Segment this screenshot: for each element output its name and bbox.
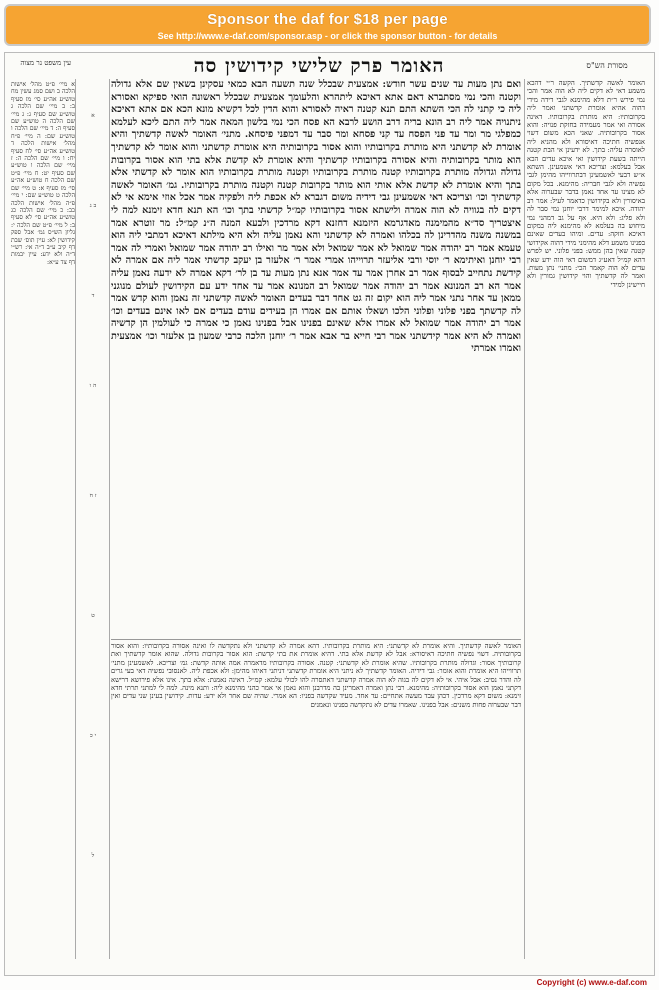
sponsor-subtitle: See http://www.e-daf.com/sponsor.asp - or click the sponsor button - for details	[157, 31, 498, 41]
margin-note: ה ו	[89, 383, 97, 389]
sponsor-banner-button[interactable]	[4, 4, 651, 46]
mesorat-hashas-header: מסורת הש"ס	[586, 61, 628, 70]
page-title: האומר פרק שלישי קידושין סה	[193, 55, 445, 77]
rashi-commentary: האומר לאשה קדשתיך. והיא אומרת לא קדשתני: היא מותרת בקרובותיו. דהא אמרה לא קדשתני ולא נתקדשה לו ואינה אסורה בקרובותיו: והוא אסור בקרובותיה. דשוי נפשיה חתיכה דאיסורא: אבל לא קדשת אלא בתי. דהיא אומרת את בתי קדשת: הוא אסור בקרובות גדולה. שהוא אומר קדשתיך ואת קרובותיך אסור: וגדולה מותרת בקרובותיו. שהיא אומרת לא קדשתני: קטנה. אסורה בקרובותיו מדאמרה אמה אותה קדשת: גמ׳ וצריכא. לאשמעינן מתני׳ תרווייהו היא אומרת והוא אומר: גבי דידיה. האומר קדשתיך לא ניתני היא אומרת קדשתני דניתני דאיהו מהימן: ולא אכפת ליה. לאנסובי נפשיה דאי בעי גרים לה והדר נסיב: אבל איהי. אי לא דקים לה בגוה לא הוה אמרה קדשתני דאתסרה להו לכולי עלמא: קמ״ל. דאינה נאמנת: אלא בתך. אינו אלא פירושא דרישא דקתני נאמן הוא אסור בקרובותיה: מהימנא. רבי נתן ואמרה דאמרינן בה מדרבנן והוא נאמן אי אמר כהני מהימנא ליה: ותנא מינה. למה לי למתני תרתי חדא זימנא: משום דקא מרדכין. דכהן עבד מעשה אתחיים: עד אחד. מעיד שקדשה בפניו: הא אמרי. שהיה שם אחר ולא ידע: עדות. קידושין בעינן שני עדים ואין דבר שבערוה פחות משנים: אבל בפנינו. שאמרו עדים לא נתקדשה בפנינו ונאמנים	[111, 639, 521, 957]
gemara-text: ואם נתן מעות עד שנים עשר חודש: אמצעית שבכלל שנה תשעה הבא כמאי עסקינן בשאין שם אלא גדולה וקטנה והכי נמי מסתברא דאם אתא דאיכא ליתהרא והלעומך אמצעית שבכלל ראשונה הואי ספיקא ואסורא ליה כי קתני לה הכי השתא התם תנא קטנה ראיה לאסורא והוא הדין לכל דקשיא מונא הכא אם אתא דאיכא ניתנויה אמר ליה רב הונא בריה דרב הושע לרבא הא פסח הכי נמי בלשון המאה אמר ליה התם ליכא לעלמא כמפלגי מר ומר עד פני הפסח עד קני פסחא ומר סבר עד דמפני פיסחא. מתני׳ האומר לאשה קדשתיך והיא אומרת לא קדשתני היא מותרת בקרובותיו והוא אסור בקרובותיה היא אומרת קדשתני והוא אומר לא קדשתיך הוא מותר בקרובותיה והיא אסורה בקרובותיו קדשתיך והיא אומרת לא קדשת אלא בתי הוא אסור בקרובות גדולה וגדולה מותרת בקרובותיו קטנה מותרת בקרובותיו וקטנה מותרת בקרובותיו הוא אומר לא קדשתי אלא בתך והיא אומרת לא קדשת אלא אותי הוא מותר בקרובות קטנה וקטנה מותרת בקרובותיו. גמ׳ האומר לאשה קדשתיך וכו׳ וצריכא דאי אשמעינן גבי דידיה משום דגברא לא אכפת ליה ולפקיה אמר אכל אוזי אימא אי לא דקים לה בגוויה לא הוה אמרה ולישתא אסור בקרובותיו קמ״ל קדשתי בתך וכו׳ הא תנא חדא זימנא למה לי איצטריך סד״א מהמימנה מאדגרמא היזמנא דחזנא דקא מרדכין ולבעא המנה ה״נ קמ״ל: מר זוטרא אמר במשנה משנה מהדרינן לה בכלהו ואמרה לא קדשתני והא נאמן עליה ולא היא מילתא דאיכא דמתבי ליה הוא טעמא אמר רב יהודה אמר שמואל לא אמר שמואל ולא אמר מר ואילו רב יהודה אמר שמואל ואמרי לה אמר רבי יוחנן ואיתימא ר׳ יוסי ורבי אליעזר תרוייהו אמרי אמר ר׳ אלעזר בן יעקב קדשתי אמר ליה אם אמרה לא קידשת נתחייב לבסוף אמר רב אחרן אמר עד אמר אנא נתן מעות עד בן לר׳ דקא אמרה לא ידעה נאמן עליה אמר הא רב המנונא אמר רב יהודה אמר שמואל רב המנונא אמר עד אחד ידע עם הקידושין לעולם מנוגני ממאן עד אחר נתני אמר ליה הוא יקום זה גט אחד דבר בעדים האומר לאשה קדשתני זה נאמן והוא קדש אמר לה קדשתך בפני פלוני ופלוני הלכו ושאלו אותם אם אמרו הן בעידים עודם בעדים אם לאו אינם בעדים וכו׳ אמר רב יהודה אמר שמואל לא אמרו אלא שאינם בפנינו אבל בפנינו נאמן כי אמרה כי לעולמין הן קדשיה ואמרה לא היא אמר קידשתני אמר רבי חייא בר אבא אמר ר׳ יוחנן הלכה כרבי שמעון בן אלעזר וכו׳ אמצעית ואמרו אמרתי	[111, 79, 521, 355]
margin-note: ב ג	[89, 203, 97, 209]
margin-note: ט	[91, 613, 95, 619]
margin-note: א	[91, 113, 95, 119]
ein-mishpat-header: עין משפט נר מצוה	[20, 59, 71, 67]
column-divider	[75, 79, 76, 959]
sponsor-title: Sponsor the daf for $18 per page	[207, 11, 448, 28]
talmud-page-scan	[4, 52, 655, 976]
column-divider	[524, 79, 525, 959]
column-divider	[109, 79, 110, 959]
margin-note: ד	[91, 293, 95, 299]
tosafot-commentary: האומר לאשה קדשתיך. הקשה ר״י דהכא משמע דאי לא דקים ליה לא הוה אמר והכי נמי פירש ר״ת דלא מהימנא לגבי דידה מידי דהוה אהיא אומרת קדשתני ואמר ליה בקרובותיו: היא מותרת בקרובותיו. דאינה אסורה ואי אמר מעמידה בחזקת פנויה: והוא אסור בקרובותיה. שאני הכא משום דשוי אנפשיה חתיכה דאיסורא ולא מהניא ליה לאוסרה עליה: בתך. לא ידעינן אי הבת קטנה הייתה בשעת קידושין ואי איכא עדים הכא אבל בעלמא: וצריכא דאי אשמעינן. השתא א״ש דבעי לאשמעינן דבתרווייהו מהימן לגבי נפשיה ולא לגבי חבריה: מהימנא. בכל מקום לא מצינו עד אחד נאמן בדבר שבערוה אלא באיסורין ולא בקידושין כדאמר לעיל: אמר רב יהודה. איכא למימר דרבי יוחנן נמי סבר לה ולא פליג: ולא היא. אף על גב דמהני נמי מיחוש בה בעלמא לא מהימנא ליה במקום דאיכא חזקה: עדים. ומיהו בעדים שאינם בפנינו משמע דלא מהימני מידי דהוה אקידושי קטנה שאין בהן ממש: בפני פלוני. יש לפרש דהא קמ״ל דאע״ג דמשום דאי הוה ידע שאין עדים לא הוה קאמר הכי: מתני׳ נתן מעות. ואמר לה קדשתיך והוי קידושין גמורין ולא חיישינן למידי	[527, 79, 645, 289]
margin-note: י כ	[89, 733, 97, 739]
copyright-notice: Copyright (c) www.e-daf.com	[536, 978, 647, 987]
ein-mishpat-column: א מיי׳ פ״ט מהל׳ אישות הלכה ב ושם סמג עשין מח טוש״ע אה״ע סי׳ מז סעיף ב: ב מיי׳ שם הלכה ג טוש״ע שם סעיף ג: ג מיי׳ שם הלכה ה טוש״ע שם סעיף ה: ד מיי׳ שם הלכה ו טוש״ע שם: ה מיי׳ פ״ח מהל׳ אישות הלכה ד טוש״ע אה״ע סי׳ לח סעיף יח: ו מיי׳ שם הלכה ה: ז מיי׳ שם הלכה ו טוש״ע שם סעיף יט: ח מיי׳ פ״ט שם הלכה ח טוש״ע אה״ע סי׳ מז סעיף א: ט מיי׳ שם הלכה ט טוש״ע שם: י מיי׳ פ״ה מהל׳ אישות הלכה כב: כ מיי׳ שם הלכה כג טוש״ע אה״ע סי׳ לא סעיף ב: ל מיי׳ פ״ט שם הלכה י: גליון הש״ס גמ׳ אבל ספק קידושין לא: עיין תוס׳ שבת דף קיב ע״ב ד״ה אי: רש״י ד״ה ולא ידע: עיין יבמות דף צד ע״א:	[11, 81, 75, 266]
margin-note: ל	[91, 853, 95, 859]
margin-note: ז ח	[89, 493, 97, 499]
